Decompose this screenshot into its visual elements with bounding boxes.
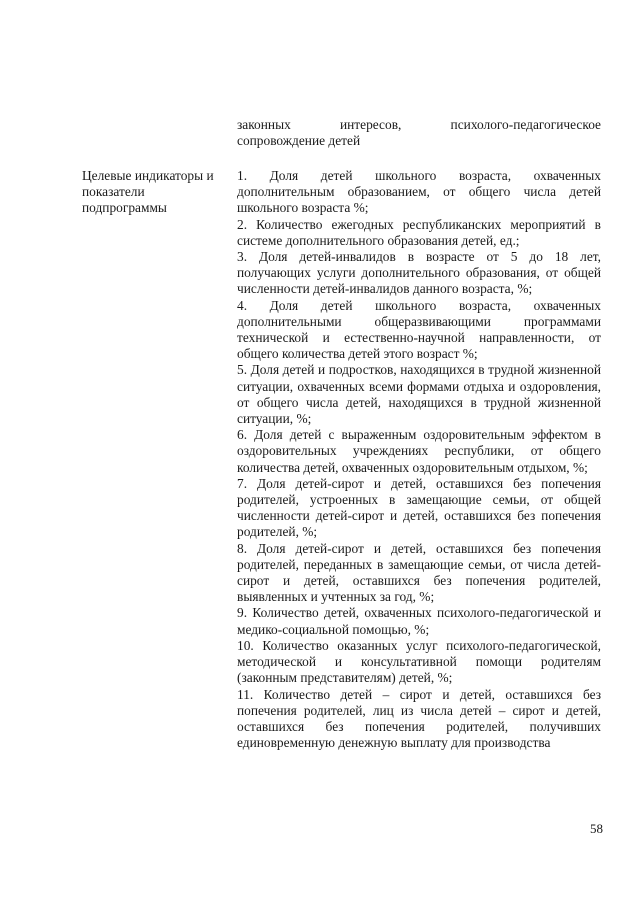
indicator-item-9: 9. Количество детей, охваченных психолого-педагогической и медико-социальной помощью, %; — [237, 605, 601, 637]
indicator-list — [237, 168, 601, 751]
continued-text-line-1: законных интересов, психолого-педагогическое — [237, 117, 601, 132]
indicator-item-6: 6. Доля детей с выраженным оздоровительным эффектом в оздоровительных учреждениях республики, от общего количества детей, охваченных оздоровительным отдыхом, %; — [237, 427, 601, 475]
indicator-item-4: 4. Доля детей школьного возраста, охваченных дополнительными общеразвивающими программами технической и естественно-научной направленности, от общего количества детей этого возраст %; — [237, 297, 601, 362]
indicator-item-2: 2. Количество ежегодных республиканских мероприятий в системе дополнительного образования детей, ед.; — [237, 216, 601, 248]
indicator-item-10: 10. Количество оказанных услуг психолого-педагогической, методической и консультативной помощи родителям (законным представителям) детей, %; — [237, 637, 601, 686]
indicator-item-11: 11. Количество детей – сирот и детей, оставшихся без попечения родителей, лиц из числа детей – сирот и детей, оставшихся без попечения родителей, получивших единовременную денежную выплату для производства — [237, 686, 601, 751]
indicator-item-7: 7. Доля детей-сирот и детей, оставшихся без попечения родителей, устроенных в замещающие семьи, от общей численности детей-сирот и детей, оставшихся без попечения родителей, %; — [237, 475, 601, 540]
indicator-item-3: 3. Доля детей-инвалидов в возрасте от 5 до 18 лет, получающих услуги дополнительного образования, от общей численности детей-инвалидов данного возраста, %; — [237, 249, 601, 297]
section-label: Целевые индикаторы и показатели подпрограммы — [82, 168, 214, 216]
indicator-item-1: 1. Доля детей школьного возраста, охваченных дополнительным образованием, от общего числа детей школьного возраста %; — [237, 168, 601, 216]
indicator-item-5: 5. Доля детей и подростков, находящихся в трудной жизненной ситуации, охваченных всеми формами отдыха и оздоровления, от общего числа детей, находящихся в трудной жизненной ситуации, %; — [237, 362, 601, 427]
page-number: 58 — [590, 821, 603, 836]
indicator-item-8: 8. Доля детей-сирот и детей, оставшихся без попечения родителей, переданных в замещающие семьи, от числа детей-сирот и детей, оставшихся без попечения родителей, выявленных и учтенных за год, %; — [237, 540, 601, 605]
continued-text — [237, 117, 601, 149]
continued-text-line-2: сопровождение детей — [237, 133, 361, 149]
